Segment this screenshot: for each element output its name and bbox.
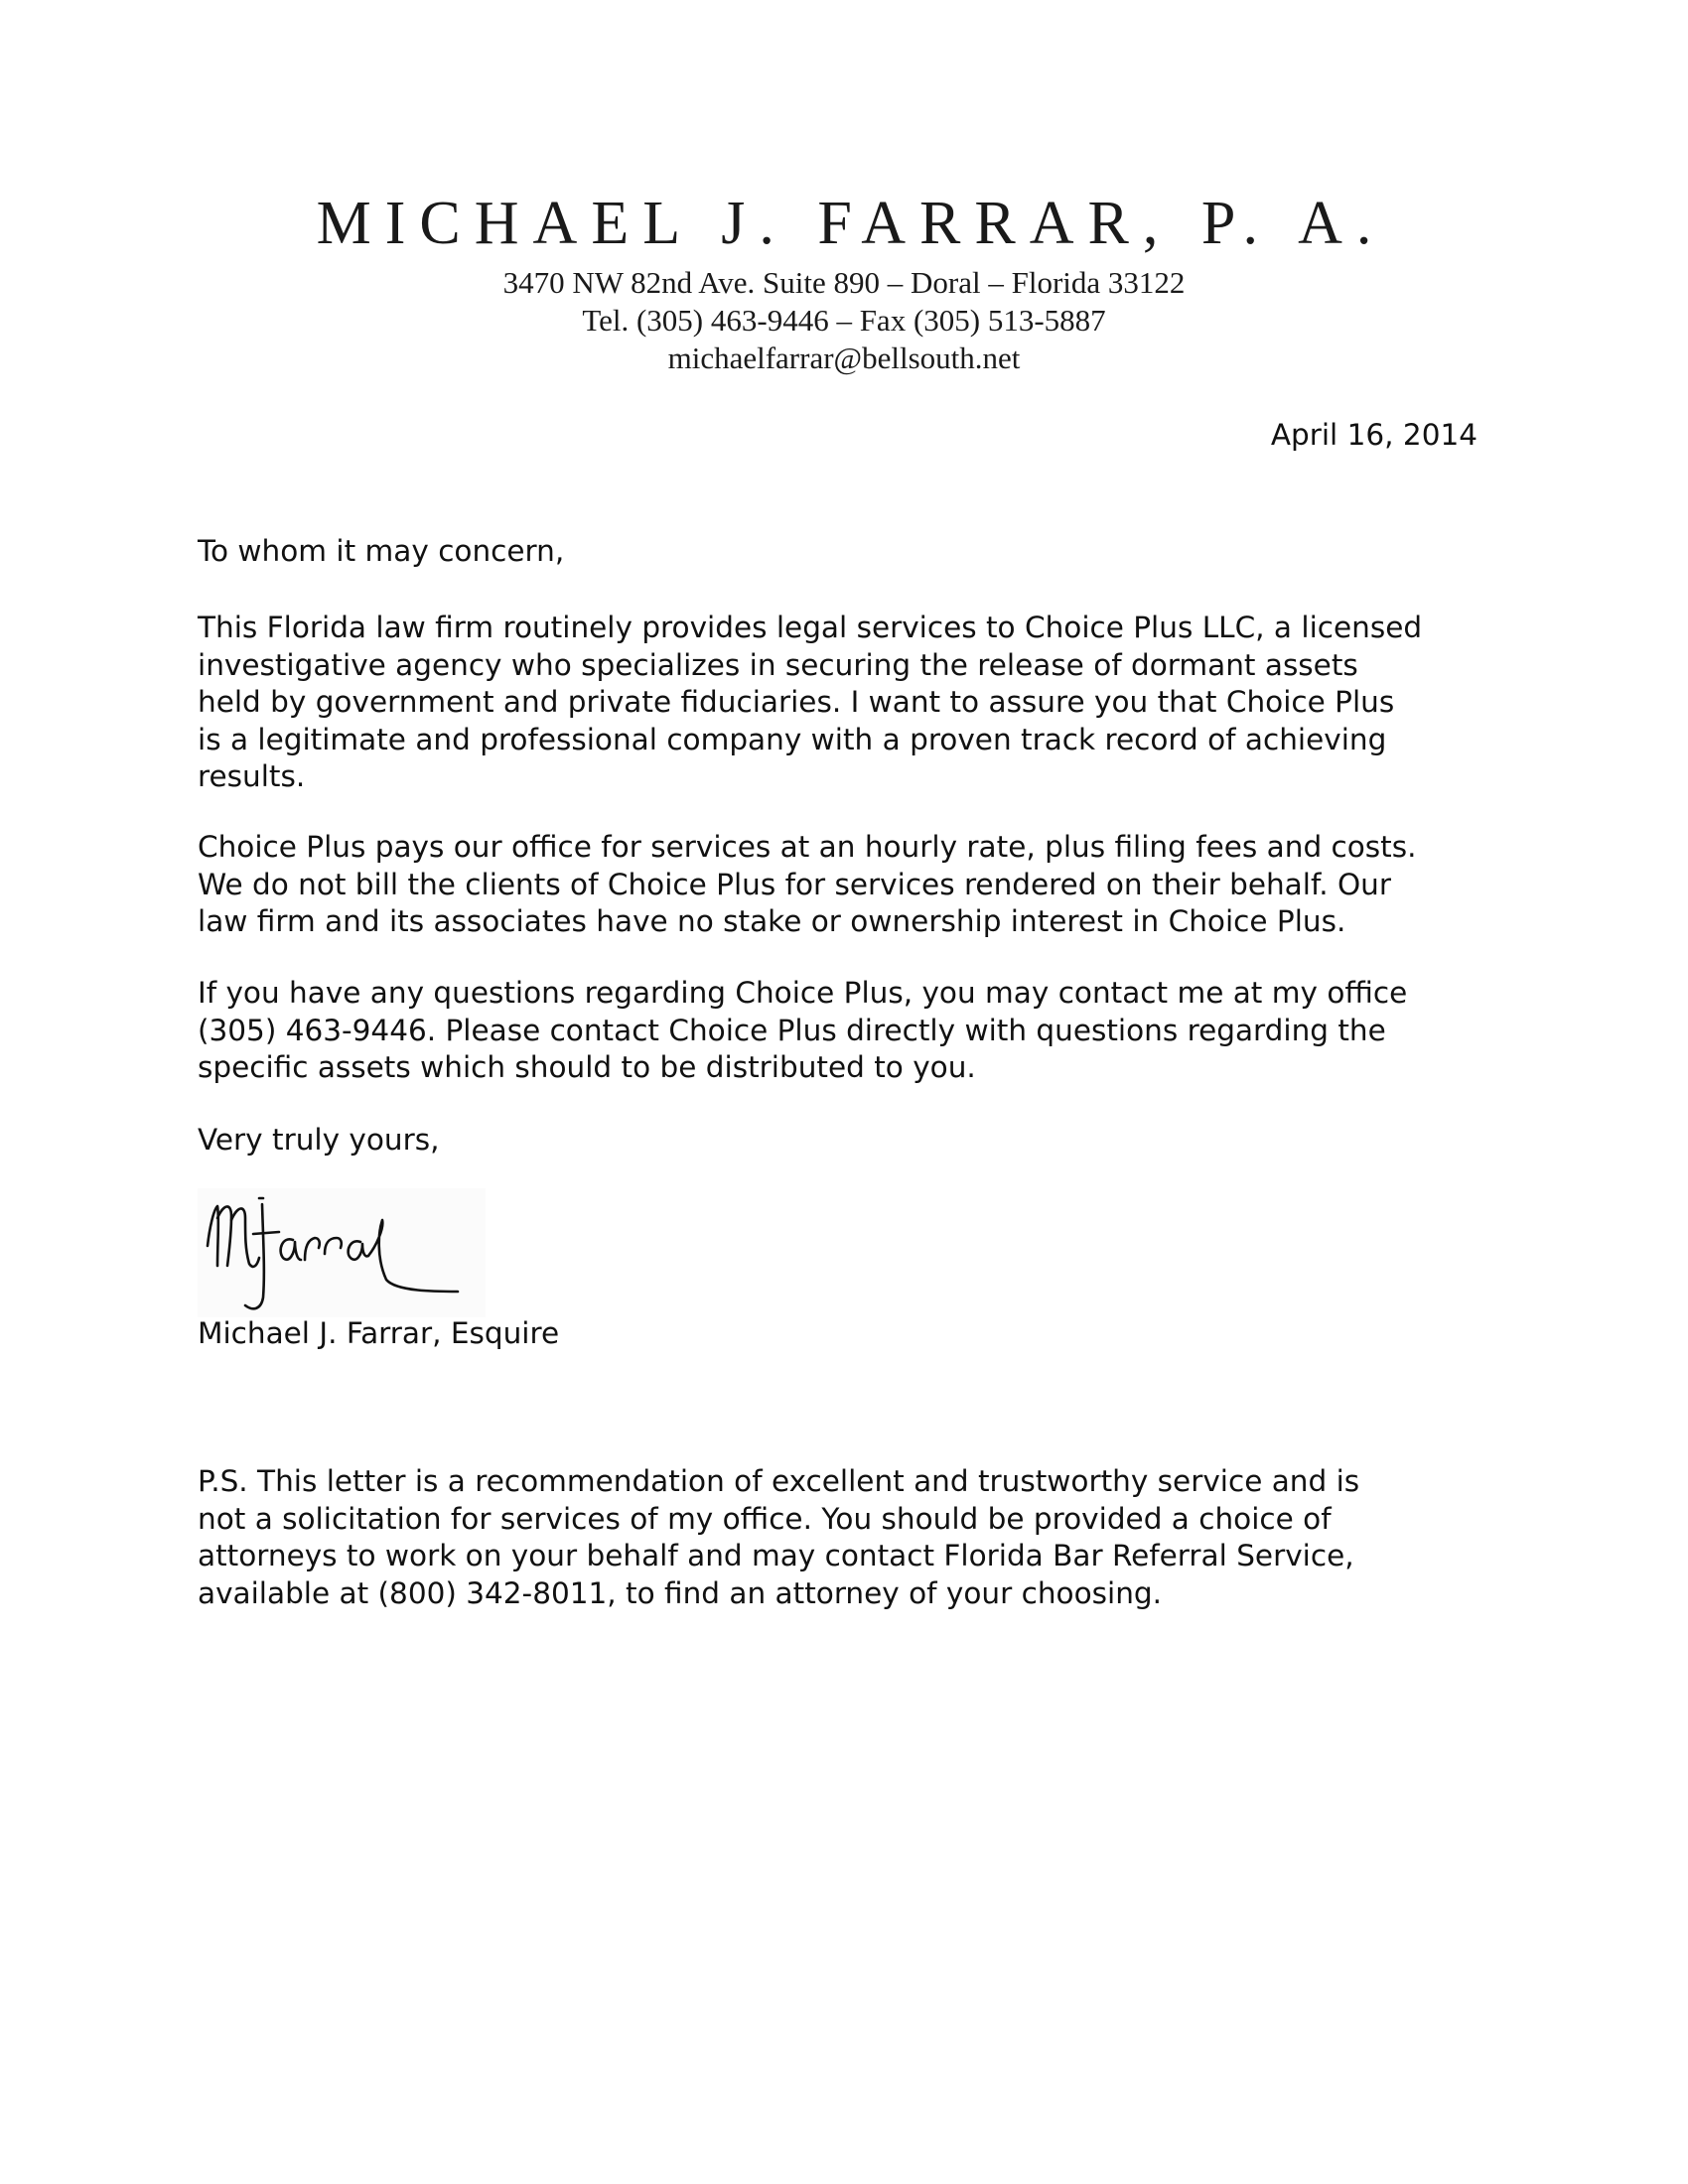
paragraph-line: This Florida law firm routinely provides legal services to Choice Plus LLC, a licensed: [198, 611, 1423, 644]
paragraph-line: We do not bill the clients of Choice Plus for services rendered on their behalf. Our: [198, 867, 1391, 901]
paragraph-line: held by government and private fiduciaries. I want to assure you that Choice Plus: [198, 685, 1395, 719]
paragraph-line: specific assets which should to be distributed to you.: [198, 1050, 976, 1084]
salutation: To whom it may concern,: [198, 534, 565, 568]
firm-email[interactable]: michaelfarrar@bellsouth.net: [667, 341, 1021, 375]
paragraph-line: investigative agency who specializes in securing the release of dormant assets: [198, 647, 1358, 682]
closing: Very truly yours,: [198, 1123, 440, 1157]
postscript-line: not a solicitation for services of my office. You should be provided a choice of: [198, 1501, 1332, 1536]
signature-icon: [198, 1188, 486, 1317]
paragraph-line: Choice Plus pays our office for services at an hourly rate, plus filing fees and costs.: [198, 830, 1417, 864]
paragraph-line: law firm and its associates have no stake or ownership interest in Choice Plus.: [198, 904, 1346, 938]
postscript-line: P.S. This letter is a recommendation of excellent and trustworthy service and is: [198, 1464, 1360, 1498]
letter-date: April 16, 2014: [1270, 418, 1477, 452]
signer-name: Michael J. Farrar, Esquire: [198, 1316, 560, 1350]
paragraph-line: If you have any questions regarding Choice Plus, you may contact me at my office: [198, 976, 1408, 1010]
postscript-line: available at (800) 342-8011, to find an attorney of your choosing.: [198, 1575, 1163, 1610]
postscript: [198, 1463, 1498, 1612]
paragraph-3: [198, 975, 1498, 1087]
paragraph-line: results.: [198, 759, 306, 793]
paragraph-line: is a legitimate and professional company with a proven track record of achieving: [198, 722, 1387, 756]
paragraph-line: (305) 463-9446. Please contact Choice Plus directly with questions regarding the: [198, 1013, 1386, 1047]
firm-address: 3470 NW 82nd Ave. Suite 890 – Doral – Florida 33122: [502, 265, 1186, 300]
firm-phone-fax: Tel. (305) 463-9446 – Fax (305) 513-5887: [582, 303, 1106, 338]
firm-name: MICHAEL J. FARRAR, P. A.: [316, 190, 1386, 257]
paragraph-1: [198, 610, 1498, 796]
postscript-line: attorneys to work on your behalf and may contact Florida Bar Referral Service,: [198, 1539, 1354, 1572]
paragraph-2: [198, 829, 1498, 941]
letterhead: [0, 189, 1688, 377]
